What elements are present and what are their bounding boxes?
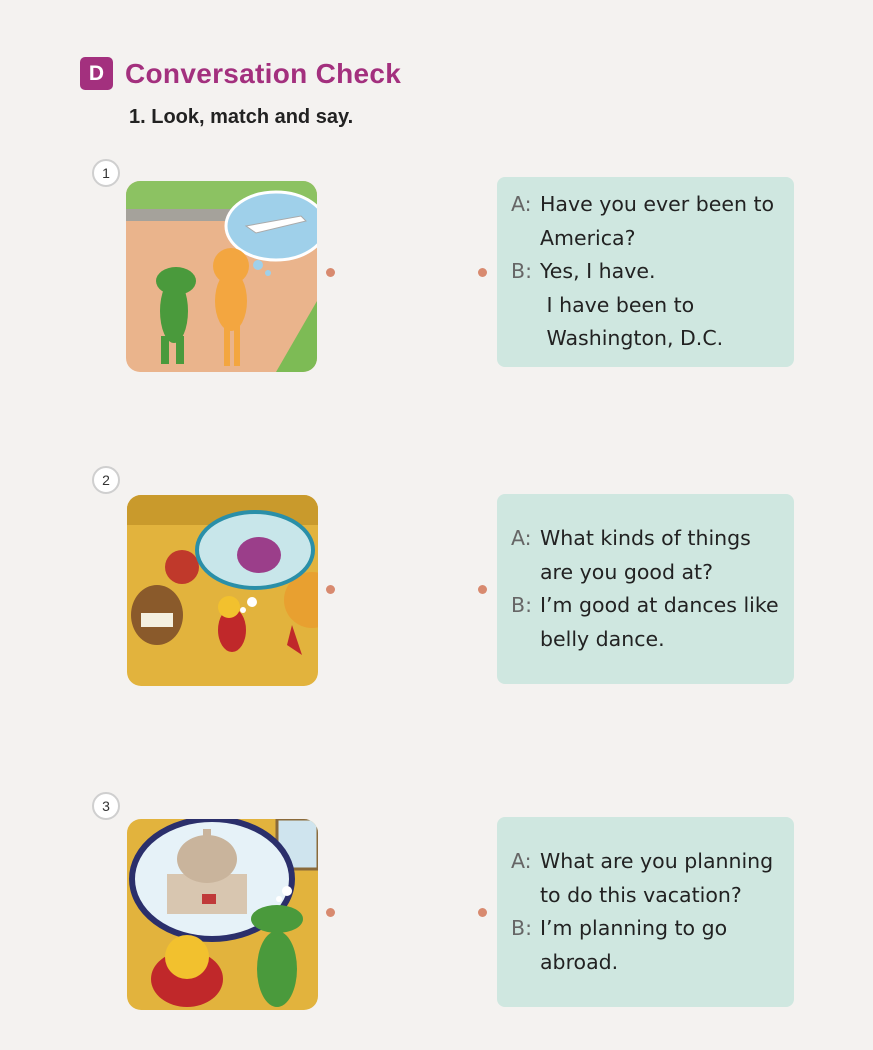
scene-image-3 [127,819,318,1010]
match-dot-right-2[interactable] [478,585,487,594]
match-dot-left-3[interactable] [326,908,335,917]
item-number-2: 2 [92,466,120,494]
dialogue-line: are you good at? [540,559,713,584]
item-number-1: 1 [92,159,120,187]
dialogue-line: America? [540,225,636,250]
dialogue-line: A: What kinds of things [511,526,751,550]
section-title: Conversation Check [125,57,402,89]
dialogue-line: belly dance. [540,626,665,651]
instruction: 1. Look, match and say. [129,106,354,128]
match-dot-right-1[interactable] [478,268,487,277]
dialogue-line: abroad. [540,949,619,974]
scene-image-2 [127,495,318,686]
dialogue-line: Washington, D.C. [540,326,724,351]
dialogue-box-1 [497,177,794,367]
section-badge: D [80,57,113,90]
section-header [80,57,401,90]
match-dot-left-2[interactable] [326,585,335,594]
match-dot-right-3[interactable] [478,908,487,917]
item-number-3: 3 [92,792,120,820]
dialogue-line: B: I’m planning to go [511,916,728,940]
dialogue-line: B: Yes, I have. [511,259,656,284]
match-dot-left-1[interactable] [326,268,335,277]
dialogue-box-3 [497,817,794,1007]
dialogue-line: A: Have you ever been to [511,192,775,217]
dialogue-line: B: I’m good at dances like [511,593,779,617]
dialogue-line: A: What are you planning [511,849,774,873]
dialogue-line: I have been to [540,292,695,317]
dialogue-box-2 [497,494,794,684]
dialogue-line: to do this vacation? [540,882,742,907]
scene-image-1 [126,181,317,372]
